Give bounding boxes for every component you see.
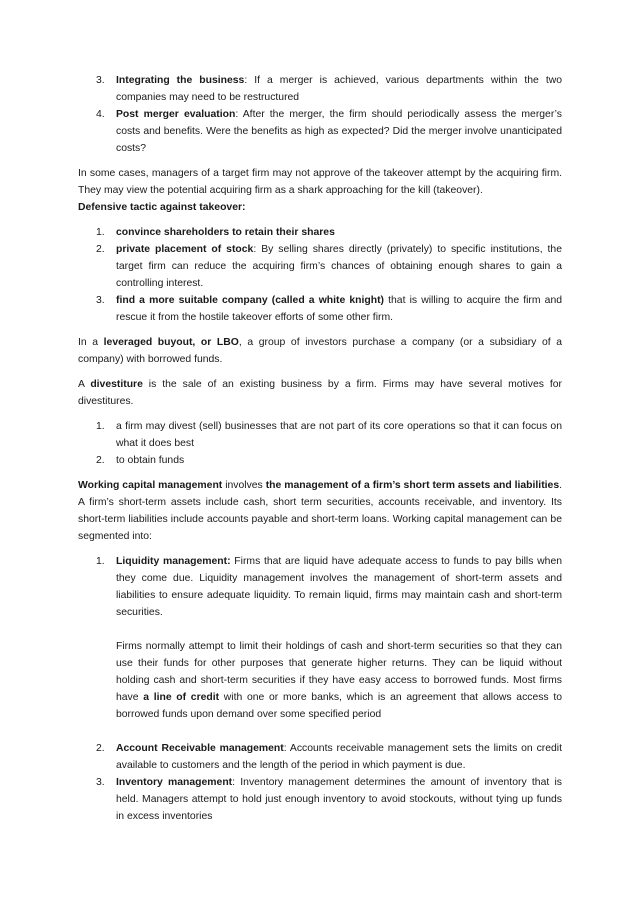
list-item bbox=[78, 241, 562, 292]
item-text: Firms normally attempt to limit their holdings of cash and short-term securities so that they can use their funds for other purposes that generate higher returns. They can be liquid without holding cash and short-term securities if they have easy access to borrowed funds. Most firms have bbox=[116, 641, 562, 703]
list-number: 1. bbox=[96, 227, 105, 238]
merger-steps-list bbox=[78, 72, 562, 157]
paragraph-text: In some cases, managers of a target firm may not approve of the takeover attempt by the acquiring firm. They may view the potential acquiring firm as a shark approaching for the kill (takeover). bbox=[78, 168, 562, 196]
divestiture-motives-list bbox=[78, 418, 562, 469]
term: Integrating the business bbox=[116, 75, 245, 86]
item-text: : After the merger, the firm should periodically assess the merger’s costs and benefits. Were the benefits as high as expected? Did the merger involve unanticipated costs? bbox=[116, 109, 562, 154]
item-text: : Inventory management determines the amount of inventory that is held. Managers attempt to hold just enough inventory to avoid stockouts, without tying up funds in excess inventories bbox=[116, 777, 563, 822]
list-number: 3. bbox=[96, 777, 105, 788]
paragraph-text: involves bbox=[222, 480, 266, 491]
term: convince shareholders to retain their shares bbox=[116, 227, 335, 238]
term: Account Receivable management bbox=[116, 743, 284, 754]
list-item bbox=[78, 774, 562, 825]
paragraph-text: , a group of investors purchase a company (or a subsidiary of a company) with borrowed funds. bbox=[78, 337, 563, 365]
term: the management of a firm’s short term assets and liabilities bbox=[265, 480, 560, 491]
item-text: a firm may divest (sell) businesses that are not part of its core operations so that it can focus on what it does best bbox=[116, 421, 562, 449]
list-item bbox=[78, 553, 562, 732]
lbo-paragraph bbox=[78, 334, 562, 368]
takeover-paragraph bbox=[78, 165, 562, 216]
list-item bbox=[78, 292, 562, 326]
list-item bbox=[78, 72, 562, 106]
list-number: 3. bbox=[96, 295, 105, 306]
item-text: that is willing to acquire the firm and rescue it from the hostile takeover efforts of some other firm. bbox=[116, 295, 562, 323]
list-item bbox=[78, 418, 562, 452]
item-text: : If a merger is achieved, various departments within the two companies may need to be restructured bbox=[116, 75, 563, 103]
term: Working capital management bbox=[78, 480, 223, 491]
list-number: 2. bbox=[96, 455, 105, 466]
item-text: to obtain funds bbox=[116, 455, 185, 466]
term: a line of credit bbox=[143, 692, 220, 703]
paragraph-text: In a bbox=[78, 337, 104, 348]
item-extra-paragraph bbox=[116, 638, 562, 723]
paragraph-text: A bbox=[78, 379, 91, 390]
list-item bbox=[78, 740, 562, 774]
working-capital-list bbox=[78, 553, 562, 825]
list-item bbox=[78, 224, 562, 241]
list-number: 1. bbox=[96, 556, 105, 567]
paragraph-text: . A firm’s short-term assets include cash, short term securities, accounts receivable, and inventory. Its short-term liabilities include accounts payable and short-term loans. Working capital management can be segmented into: bbox=[78, 480, 562, 542]
list-number: 1. bbox=[96, 421, 105, 432]
working-capital-paragraph bbox=[78, 477, 562, 545]
document-body bbox=[78, 72, 562, 833]
defensive-tactics-list bbox=[78, 224, 562, 326]
divestiture-paragraph bbox=[78, 376, 562, 410]
item-text: Firms that are liquid have adequate access to funds to pay bills when they come due. Liquidity management involves the management of short-term assets and liabilities to ensure adequate liquidity. To remain liquid, firms may maintain cash and short-term securities. bbox=[116, 556, 563, 618]
list-number: 3. bbox=[96, 75, 105, 86]
list-number: 2. bbox=[96, 244, 105, 255]
list-number: 4. bbox=[96, 109, 105, 120]
spacer bbox=[116, 723, 562, 732]
list-number: 2. bbox=[96, 743, 105, 754]
term: Inventory management bbox=[116, 777, 233, 788]
section-heading: Defensive tactic against takeover: bbox=[78, 202, 246, 213]
spacer bbox=[116, 621, 562, 630]
item-text: with one or more banks, which is an agreement that allows access to borrowed funds upon demand over some specified period bbox=[116, 692, 562, 720]
list-item bbox=[78, 106, 562, 157]
term: private placement of stock bbox=[116, 244, 254, 255]
term: Post merger evaluation bbox=[116, 109, 236, 120]
item-text: : By selling shares directly (privately) to specific institutions, the target firm can reduce the acquiring firm’s chances of obtaining enough shares to gain a controlling interest. bbox=[116, 244, 562, 289]
item-text: : Accounts receivable management sets the limits on credit available to customers and the length of the period in which payment is due. bbox=[116, 743, 562, 771]
list-item bbox=[78, 452, 562, 469]
paragraph-text: is the sale of an existing business by a firm. Firms may have several motives for divestitures. bbox=[78, 379, 562, 407]
term: divestiture bbox=[90, 379, 143, 390]
term: leveraged buyout, or LBO bbox=[103, 337, 239, 348]
term: Liquidity management: bbox=[116, 556, 231, 567]
term: find a more suitable company (called a white knight) bbox=[116, 295, 385, 306]
